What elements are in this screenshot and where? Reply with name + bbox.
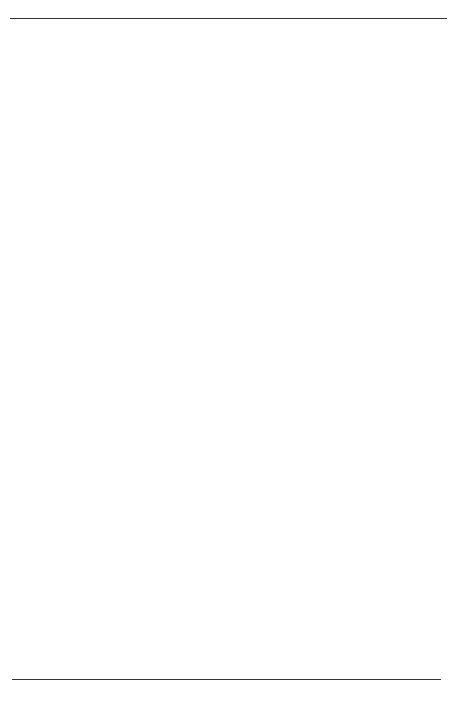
page-header	[10, 2, 447, 19]
listing-bottom-rule	[12, 679, 441, 680]
